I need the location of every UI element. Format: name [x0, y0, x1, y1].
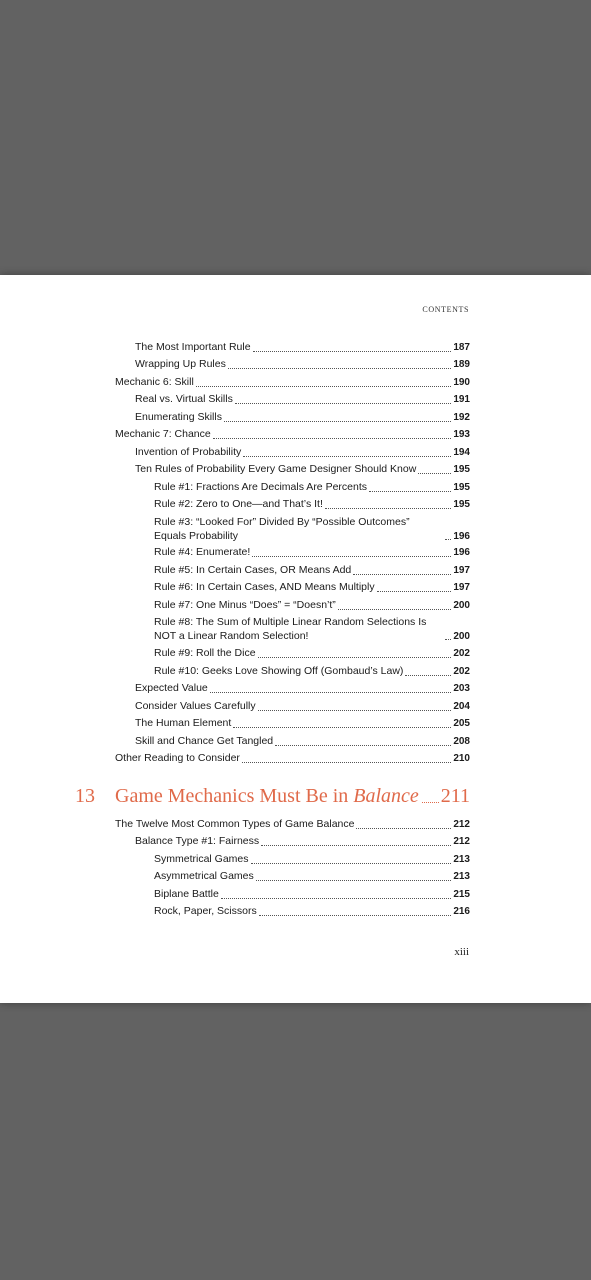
dot-leader: [418, 473, 451, 474]
dot-leader: [213, 438, 452, 439]
toc-entry-title: Rule #3: “Looked For” Divided By “Possible Outcomes” Equals Probability: [154, 516, 410, 542]
toc-entry-page: 196: [453, 530, 470, 542]
toc-entry-page: 197: [453, 582, 470, 593]
toc-entry[interactable]: [115, 752, 470, 766]
toc-entry[interactable]: [154, 599, 470, 613]
page-number: xiii: [454, 946, 469, 958]
toc-entry[interactable]: [135, 682, 470, 696]
toc-entry[interactable]: [154, 870, 470, 884]
toc-entry[interactable]: [135, 358, 470, 372]
dot-leader: [243, 456, 451, 457]
toc-entry-page: 210: [453, 753, 470, 764]
toc-entry-title: Rule #2: Zero to One—and That’s It!: [154, 498, 323, 510]
toc-entry-title: Real vs. Virtual Skills: [135, 393, 233, 405]
toc-entry[interactable]: [154, 647, 470, 661]
toc-entry-title: Rule #4: Enumerate!: [154, 546, 251, 558]
toc-entry-page: 204: [453, 701, 470, 712]
toc-entry-page: 200: [453, 630, 470, 642]
dot-leader: [369, 491, 451, 492]
toc-entry[interactable]: [154, 905, 470, 919]
dot-leader: [242, 762, 451, 763]
dot-leader: [224, 421, 451, 422]
dot-leader: [356, 828, 451, 829]
toc-entry-title: Invention of Probability: [135, 446, 242, 458]
toc-entry-title: Symmetrical Games: [154, 853, 249, 865]
toc-entry-title: The Most Important Rule: [135, 341, 251, 353]
toc-entry-page: 212: [453, 819, 470, 830]
toc-entry-title: Rock, Paper, Scissors: [154, 905, 257, 917]
dot-leader: [377, 591, 452, 592]
chapter-page: 211: [440, 785, 470, 807]
dot-leader: [422, 802, 439, 803]
toc-entry-page: 191: [453, 394, 470, 405]
toc-entry-page: 196: [453, 547, 470, 558]
dot-leader: [445, 539, 451, 540]
dot-leader: [221, 898, 452, 899]
toc-entry-title: Ten Rules of Probability Every Game Designer Should Know: [135, 463, 417, 475]
dot-leader: [253, 351, 452, 352]
dot-leader: [258, 657, 452, 658]
toc-entry-title: Expected Value: [135, 682, 208, 694]
toc-entry-title: Rule #7: One Minus “Does” = “Doesn’t”: [154, 599, 336, 611]
toc-entry-title: Enumerating Skills: [135, 411, 222, 423]
toc-entry-page: 205: [453, 718, 470, 729]
toc-entry-title: Other Reading to Consider: [115, 752, 240, 764]
toc-entry[interactable]: [135, 835, 470, 849]
toc-entry-title: Consider Values Carefully: [135, 700, 256, 712]
running-head: CONTENTS: [422, 305, 469, 314]
dot-leader: [252, 556, 451, 557]
toc-entry-page: 197: [453, 565, 470, 576]
toc-entry[interactable]: [135, 700, 470, 714]
dot-leader: [258, 710, 452, 711]
dot-leader: [405, 675, 451, 676]
toc-entry-title: Rule #9: Roll the Dice: [154, 647, 256, 659]
toc-entry-page: 193: [453, 429, 470, 440]
toc-entry-title: Biplane Battle: [154, 888, 219, 900]
toc-entry[interactable]: [135, 717, 470, 731]
toc-entry[interactable]: [135, 341, 470, 355]
toc-entry-title: The Human Element: [135, 717, 232, 729]
toc-entry[interactable]: [154, 853, 470, 867]
toc-entry-title: Mechanic 6: Skill: [115, 376, 194, 388]
dot-leader: [235, 403, 451, 404]
toc-entry-title: Skill and Chance Get Tangled: [135, 735, 274, 747]
toc-entry-page: 200: [453, 600, 470, 611]
toc-entry-page: 216: [453, 906, 470, 917]
dot-leader: [228, 368, 451, 369]
chapter-heading[interactable]: [0, 785, 591, 815]
toc-entry-page: 195: [453, 482, 470, 493]
toc-entry-page: 213: [453, 854, 470, 865]
toc-entry[interactable]: [154, 564, 470, 578]
toc-entry-page: 190: [453, 377, 470, 388]
toc-entry-page: 192: [453, 412, 470, 423]
toc-entry[interactable]: [154, 888, 470, 902]
toc-entry-title: Asymmetrical Games: [154, 870, 254, 882]
toc-entry-page: 195: [453, 464, 470, 475]
toc-entry[interactable]: [154, 616, 470, 643]
chapter-title: [115, 785, 470, 808]
toc-entry-title: Balance Type #1: Fairness: [135, 835, 260, 847]
book-page: [0, 275, 591, 1003]
toc-entry-page: 203: [453, 683, 470, 694]
toc-entry-title: The Twelve Most Common Types of Game Balance: [115, 818, 355, 830]
toc-entry[interactable]: [135, 411, 470, 425]
dot-leader: [353, 574, 451, 575]
toc-entry-title: Mechanic 7: Chance: [115, 428, 211, 440]
chapter-title-main: Game Mechanics Must Be in: [115, 785, 354, 807]
toc-entry-title: Rule #5: In Certain Cases, OR Means Add: [154, 564, 352, 576]
toc-entry[interactable]: [154, 581, 470, 595]
chapter-number: 13: [75, 785, 95, 807]
toc-entry-page: 208: [453, 736, 470, 747]
toc-entry-title: Rule #8: The Sum of Multiple Linear Random Selections Is NOT a Linear Random Selection!: [154, 616, 427, 642]
dot-leader: [256, 880, 452, 881]
dot-leader: [445, 639, 451, 640]
toc-entry[interactable]: [154, 498, 470, 512]
chapter-title-italic: Balance: [353, 785, 419, 807]
dot-leader: [251, 863, 452, 864]
toc-entry-page: 215: [453, 889, 470, 900]
toc-entry[interactable]: [135, 735, 470, 749]
toc-entry-title: Wrapping Up Rules: [135, 358, 226, 370]
dot-leader: [325, 508, 451, 509]
toc-entry-page: 195: [453, 499, 470, 510]
toc-entry[interactable]: [135, 463, 470, 477]
toc-entry-page: 194: [453, 447, 470, 458]
toc-entry[interactable]: [135, 446, 470, 460]
toc-entry-title: Rule #6: In Certain Cases, AND Means Multiply: [154, 581, 375, 593]
dot-leader: [261, 845, 451, 846]
toc-entry[interactable]: [154, 481, 470, 495]
dot-leader: [338, 609, 452, 610]
toc-entry[interactable]: [154, 546, 470, 560]
toc-entry-title: Rule #1: Fractions Are Decimals Are Percents: [154, 481, 368, 493]
dot-leader: [210, 692, 452, 693]
toc-entry-page: 189: [453, 359, 470, 370]
toc-entry[interactable]: [115, 376, 470, 390]
toc-entry-page: 213: [453, 871, 470, 882]
dot-leader: [196, 386, 452, 387]
toc-entry[interactable]: [115, 818, 470, 832]
toc-entry-page: 202: [453, 666, 470, 677]
toc-entry[interactable]: [115, 428, 470, 442]
toc-entry[interactable]: [154, 516, 470, 543]
toc-entry-page: 187: [453, 342, 470, 353]
dot-leader: [259, 915, 452, 916]
toc-entry-page: 202: [453, 648, 470, 659]
toc-entry-page: 212: [453, 836, 470, 847]
toc-entry-title: Rule #10: Geeks Love Showing Off (Gombaud’s Law): [154, 665, 404, 677]
toc-entry[interactable]: [154, 665, 470, 679]
toc-entry[interactable]: [135, 393, 470, 407]
dot-leader: [275, 745, 451, 746]
dot-leader: [233, 727, 451, 728]
